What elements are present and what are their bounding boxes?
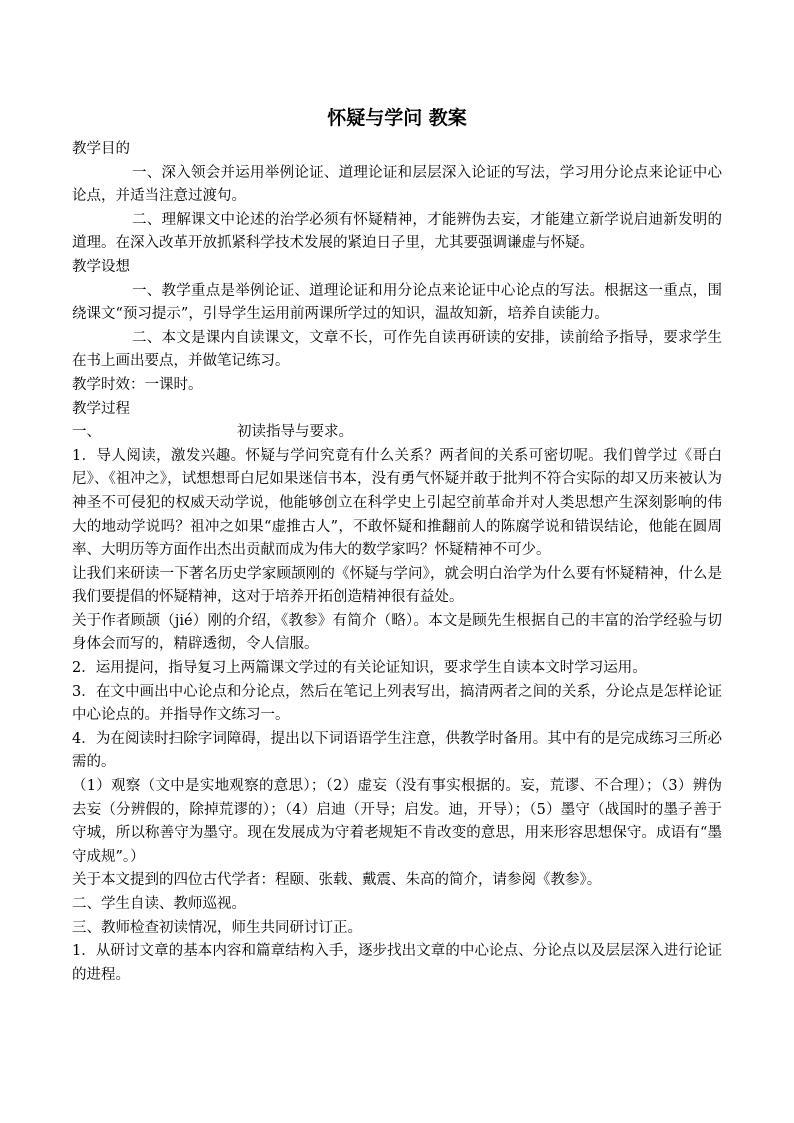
section-3: 三、教师检查初读情况，师生共同研讨订正。	[72, 919, 362, 936]
vocabulary-list: （1）观察（文中是实地观察的意思）；（2）虚妄（没有事实根据的。妄，荒谬、不合理）；（3）辨伪去妄（分辨假的，除掉荒谬的）；（4）启迪（开导；启发。迪，开导）；（5）墨守（战国时的墨子善于守城，所以称善守为墨守。现在发展成为守着老规矩不肯改变的意思，用来形容思想保守。成语有“墨守成规”。）	[72, 778, 722, 865]
document-body	[72, 138, 722, 987]
design-2: 二、本文是课内自读课文，文章不长，可作先自读再研读的安排，读前给予指导，要求学生在书上画出要点，并做笔记练习。	[72, 329, 722, 370]
item-3: 3．在文中画出中心论点和分论点，然后在笔记上列表写出，搞清两者之间的关系，分论点是怎样论证中心论点的。并指导作文练习一。	[72, 683, 722, 724]
document-title: 怀疑与学问 教案	[327, 107, 467, 129]
item-1-author: 关于作者顾颉（jié）刚的介绍，《教参》有简介（略）。本文是顾先生根据自己的丰富的治学经验与切身体会而写的，精辟透彻，令人信服。	[72, 612, 722, 653]
objective-1: 一、深入领会并运用举例论证、道理论证和层层深入论证的写法，学习用分论点来论证中心论点，并适当注意过渡句。	[72, 164, 722, 205]
item-1: 1．导人阅读，激发兴趣。怀疑与学问究竟有什么关系？两者间的关系可密切呢。我们曾学过《哥白尼》、《祖冲之》，试想想哥白尼如果迷信书本，没有勇气怀疑并敢于批判不符合实际的却又历来被认为神圣不可侵犯的权威天动学说，他能够创立在科学史上引起空前革命并对人类思想产生深刻影响的伟大的地动学说吗？祖冲之如果“虚推古人”，不敢怀疑和推翻前人的陈腐学说和错误结论，他能在圆周率、大明历等方面作出杰出贡献而成为伟大的数学家吗？怀疑精神不可少。	[72, 447, 722, 559]
objectives-heading: 教学目的	[72, 141, 130, 157]
objective-2: 二、理解课文中论述的治学必须有怀疑精神，才能辨伪去妄，才能建立新学说启迪新发明的道理。在深入改革开放抓紧科学技术发展的紧迫日子里，尤其要强调谦虚与怀疑。	[72, 211, 722, 252]
section-1-heading	[72, 421, 722, 445]
section-3-item-1: 1．从研讨文章的基本内容和篇章结构入手，逐步找出文章的中心论点、分论点以及层层深入进行论证的进程。	[72, 943, 722, 983]
design-heading: 教学设想	[72, 258, 130, 275]
section-1-number: 一、	[72, 424, 101, 441]
design-1: 一、教学重点是举例论证、道理论证和用分论点来论证中心论点的写法。根据这一重点，围绕课文“预习提示”，引导学生运用前两课所学过的知识，温故知新，培养自读能力。	[72, 282, 722, 323]
section-2: 二、学生自读、教师巡视。	[72, 896, 246, 912]
item-1-continued: 让我们来研读一下著名历史学家顾颉刚的《怀疑与学问》，就会明白治学为什么要有怀疑精神，什么是我们要提倡的怀疑精神，这对于培养开拓创造精神很有益处。	[72, 565, 722, 606]
process-heading: 教学过程	[72, 400, 130, 417]
duration-line: 教学时效：一课时。	[72, 376, 203, 393]
item-2: 2．运用提问，指导复习上两篇课文学过的有关论证知识，要求学生自读本文时学习运用。	[72, 660, 647, 677]
scholars-note: 关于本文提到的四位古代学者：程颐、张载、戴震、朱高的简介，请参阅《教参》。	[72, 872, 602, 889]
item-4: 4．为在阅读时扫除字词障碍，提出以下词语语学生注意，供教学时备用。其中有的是完成练习三所必需的。	[72, 730, 722, 771]
section-1-title: 初读指导与要求。	[237, 424, 353, 441]
